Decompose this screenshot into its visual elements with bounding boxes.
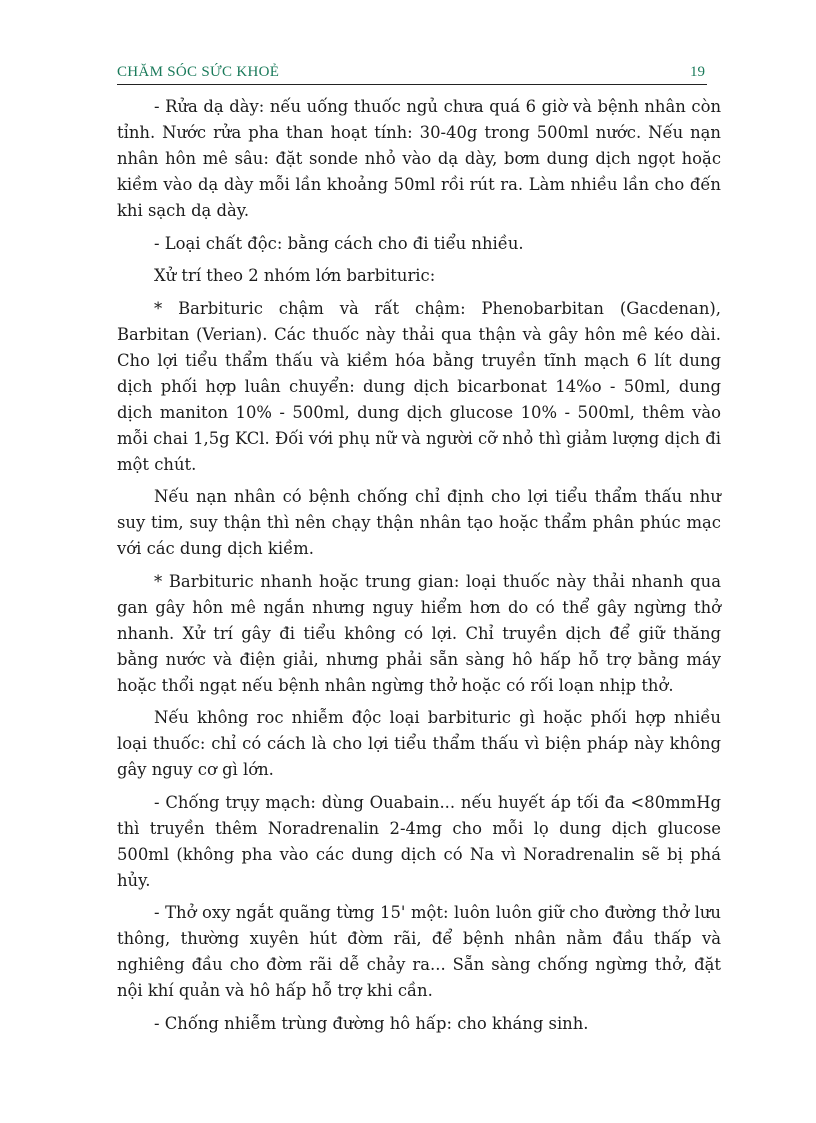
paragraph-oxygen: - Thở oxy ngắt quãng từng 15' một: luôn luôn giữ cho đường thở lưu thông, thường xuyên hút đờm rãi, để bệnh nhân nằm đầu thấp và nghiêng đầu cho đờm rãi dễ chảy ra... Sẵn sàng chống ngừng thở, đặt nội khí quản và hô hấp hỗ trợ khi cần. bbox=[117, 903, 721, 1000]
paragraph-contraindication: Nếu nạn nhân có bệnh chống chỉ định cho lợi tiểu thẩm thấu như suy tim, suy thận thì nên chạy thận nhân tạo hoặc thẩm phân phúc mạc với các dung dịch kiềm. bbox=[117, 487, 721, 558]
running-title: CHĂM SÓC SỨC KHOẺ bbox=[117, 64, 280, 80]
paragraph-slow-barbiturates: * Barbituric chậm và rất chậm: Phenobarbitan (Gacdenan), Barbitan (Verian). Các thuốc này thải qua thận và gây hôn mê kéo dài. Cho lợi tiểu thẩm thấu và kiềm hóa bằng truyền tĩnh mạch 6 lít dung dịch phối hợp luân chuyển: dung dịch bicarbonat 14%o - 50ml, dung dịch maniton 10% - 500ml, dung dịch glucose 10% - 500ml, thêm vào mỗi chai 1,5g KCl. Đối với phụ nữ và người cỡ nhỏ thì giảm lượng dịch đi một chút. bbox=[117, 298, 721, 474]
paragraph-anti-collapse: - Chống trụy mạch: dùng Ouabain... nếu huyết áp tối đa <80mmHg thì truyền thêm Noradrenalin 2-4mg cho mỗi lọ dung dịch glucose 500ml (không pha vào các dung dịch có Na vì Noradrenalin sẽ bị phá hủy. bbox=[117, 792, 721, 890]
body-text bbox=[117, 94, 721, 1043]
paragraph-unknown-type: Nếu không roc nhiễm độc loại barbituric gì hoặc phối hợp nhiều loại thuốc: chỉ có cách là cho lợi tiểu thẩm thấu vì biện pháp này không gây nguy cơ gì lớn. bbox=[117, 708, 721, 779]
paragraph-antibiotics: - Chống nhiễm trùng đường hô hấp: cho kháng sinh. bbox=[154, 1013, 589, 1033]
paragraph-toxin-removal: - Loại chất độc: bằng cách cho đi tiểu nhiều. bbox=[154, 233, 524, 253]
page-number: 19 bbox=[690, 64, 705, 80]
paragraph-fast-barbiturates: * Barbituric nhanh hoặc trung gian: loại thuốc này thải nhanh qua gan gây hôn mê ngắn nhưng nguy hiểm hơn do có thể gây ngừng thở nhanh. Xử trí gây đi tiểu không có lợi. Chỉ truyền dịch để giữ thăng bằng nước và điện giải, nhưng phải sẵn sàng hô hấp hỗ trợ bằng máy hoặc thổi ngạt nếu bệnh nhân ngừng thở hoặc có rối loạn nhịp thở. bbox=[117, 571, 721, 695]
paragraph-treatment-groups: Xử trí theo 2 nhóm lớn barbituric: bbox=[154, 266, 436, 285]
paragraph-gastric-lavage: - Rửa dạ dày: nếu uống thuốc ngủ chưa quá 6 giờ và bệnh nhân còn tỉnh. Nước rửa pha than hoạt tính: 30-40g trong 500ml nước. Nếu nạn nhân hôn mê sâu: đặt sonde nhỏ vào dạ dày, bơm dung dịch ngọt hoặc kiềm vào dạ dày mỗi lần khoảng 50ml rồi rút ra. Làm nhiều lần cho đến khi sạch dạ dày. bbox=[117, 97, 721, 220]
page-header bbox=[117, 62, 707, 85]
